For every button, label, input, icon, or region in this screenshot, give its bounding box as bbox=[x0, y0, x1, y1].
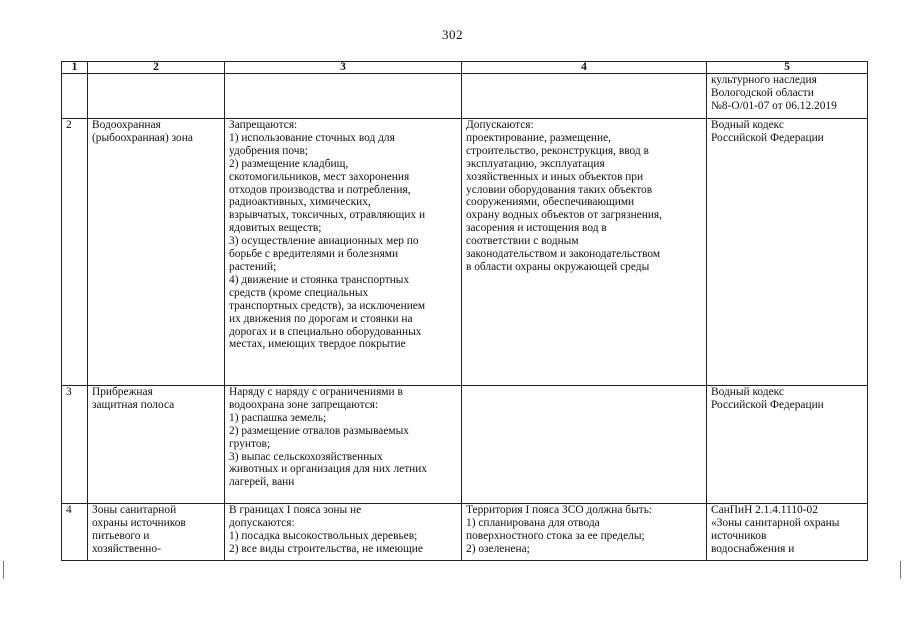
text-line: Территория I пояса ЗСО должна быть: bbox=[466, 504, 653, 516]
text-line: сооружениями, обеспечивающими bbox=[466, 196, 635, 209]
text-line: охраны источников bbox=[92, 516, 186, 529]
zone-name-cell bbox=[88, 119, 225, 386]
text-line: «Зоны санитарной охраны bbox=[711, 516, 840, 529]
text-line: удобрения почв; bbox=[229, 144, 309, 157]
regulations-table bbox=[61, 61, 868, 561]
col-header-5: 5 bbox=[707, 62, 868, 74]
text-line: законодательством и законодательством bbox=[466, 248, 661, 261]
legal-basis-cell bbox=[707, 119, 868, 386]
text-line: борьбе с вредителями и болезнями bbox=[229, 248, 399, 261]
text-line: соответствии с водным bbox=[466, 235, 579, 248]
text-line: 2) размещение отвалов размываемых bbox=[229, 424, 409, 437]
restrictions-cell bbox=[225, 386, 462, 504]
text-line: транспортных средств), за исключением bbox=[229, 299, 426, 312]
text-line: питьевого и bbox=[92, 529, 150, 542]
text-line: хозяйственных и иных объектов при bbox=[466, 170, 644, 183]
table-row bbox=[62, 386, 868, 504]
text-line: 1) использование сточных вод для bbox=[229, 131, 395, 144]
text-line: поверхностного стока за ее пределы; bbox=[466, 529, 645, 542]
row-number-cell bbox=[62, 74, 88, 119]
row-number-cell: 4 bbox=[62, 504, 88, 561]
restrictions-cell bbox=[225, 74, 462, 119]
text-line: средств (кроме специальных bbox=[229, 286, 369, 299]
text-line: СанПиН 2.1.4.1110-02 bbox=[711, 504, 818, 516]
text-line: Запрещаются: bbox=[229, 119, 298, 131]
col-header-1: 1 bbox=[62, 62, 88, 74]
text-line: 3) выпас сельскохозяйственных bbox=[229, 450, 383, 463]
text-line: Водный кодекс bbox=[711, 386, 784, 398]
table-row bbox=[62, 74, 868, 119]
permitted-cell bbox=[462, 119, 707, 386]
edge-mark-left bbox=[3, 561, 4, 579]
text-line: 4) движение и стоянка транспортных bbox=[229, 273, 410, 286]
text-line: Водоохранная bbox=[92, 119, 161, 131]
text-line: засорения и истощения вод в bbox=[466, 222, 607, 235]
text-line: защитная полоса bbox=[92, 398, 175, 411]
text-line: культурного наследия bbox=[711, 74, 817, 86]
text-line: эксплуатацию, эксплуатация bbox=[466, 157, 605, 170]
zone-name-cell bbox=[88, 74, 225, 119]
text-line: Допускаются: bbox=[466, 119, 534, 131]
text-line: 2) озеленена; bbox=[466, 542, 530, 555]
text-line: строительство, реконструкция, ввод в bbox=[466, 144, 649, 157]
text-line: Водный кодекс bbox=[711, 119, 784, 131]
legal-basis-cell bbox=[707, 74, 868, 119]
text-line: условии оборудования таких объектов bbox=[466, 183, 653, 196]
text-line: животных и организация для них летних bbox=[229, 463, 428, 476]
legal-basis-cell bbox=[707, 386, 868, 504]
permitted-cell bbox=[462, 74, 707, 119]
text-line: в области охраны окружающей среды bbox=[466, 260, 650, 273]
col-header-2: 2 bbox=[88, 62, 225, 74]
page-number: 302 bbox=[442, 27, 463, 42]
text-line: грунтов; bbox=[229, 437, 271, 450]
text-line: №8-О/01-07 от 06.12.2019 bbox=[711, 99, 837, 112]
table-row bbox=[62, 504, 868, 561]
text-line: отходов производства и потребления, bbox=[229, 183, 411, 196]
permitted-cell bbox=[462, 386, 707, 504]
zone-name-cell bbox=[88, 386, 225, 504]
text-line: проектирование, размещение, bbox=[466, 131, 612, 144]
text-line: допускаются: bbox=[229, 516, 295, 529]
restrictions-cell bbox=[225, 119, 462, 386]
text-line: 3) осуществление авиационных мер по bbox=[229, 235, 419, 248]
text-line: 1) посадка высокоствольных деревьев; bbox=[229, 529, 418, 542]
legal-basis-cell bbox=[707, 504, 868, 561]
col-header-3: 3 bbox=[225, 62, 462, 74]
text-line: охрану водных объектов от загрязнения, bbox=[466, 209, 662, 222]
zone-name-cell bbox=[88, 504, 225, 561]
text-line: Российской Федерации bbox=[711, 398, 824, 411]
row-number-cell: 2 bbox=[62, 119, 88, 386]
text-line: растений; bbox=[229, 260, 277, 273]
text-line: водоохрана зоне запрещаются: bbox=[229, 398, 379, 411]
text-line: 2) все виды строительства, не имеющие bbox=[229, 542, 423, 555]
col-header-4: 4 bbox=[462, 62, 707, 74]
text-line: взрывчатых, токсичных, отравляющих и bbox=[229, 209, 426, 222]
text-line: Вологодской области bbox=[711, 86, 814, 99]
text-line: 1) спланирована для отвода bbox=[466, 516, 600, 529]
text-line: Наряду с наряду с ограничениями в bbox=[229, 386, 403, 398]
text-line: местах, имеющих твердое покрытие bbox=[229, 338, 406, 351]
table-header-row bbox=[62, 62, 868, 74]
text-line: дорогах и в специально оборудованных bbox=[229, 325, 422, 338]
text-line: источников bbox=[711, 529, 767, 542]
text-line: 1) распашка земель; bbox=[229, 411, 327, 424]
text-line: Зоны санитарной bbox=[92, 504, 177, 516]
text-line: (рыбоохранная) зона bbox=[92, 131, 193, 144]
text-line: хозяйственно- bbox=[92, 542, 161, 555]
text-line: водоснабжения и bbox=[711, 542, 795, 555]
text-line: 2) размещение кладбищ, bbox=[229, 157, 349, 170]
text-line: лагерей, ванн bbox=[229, 476, 295, 489]
text-line: ядовитых веществ; bbox=[229, 222, 322, 235]
restrictions-cell bbox=[225, 504, 462, 561]
text-line: радиоактивных, химических, bbox=[229, 196, 371, 209]
text-line: В границах I пояса зоны не bbox=[229, 504, 362, 516]
table-row bbox=[62, 119, 868, 386]
row-number-cell: 3 bbox=[62, 386, 88, 504]
permitted-cell bbox=[462, 504, 707, 561]
edge-mark-right bbox=[900, 561, 901, 579]
text-line: Российской Федерации bbox=[711, 131, 824, 144]
text-line: их движения по дорогам и стоянки на bbox=[229, 312, 413, 325]
text-line: Прибрежная bbox=[92, 386, 153, 398]
text-line: скотомогильников, мест захоронения bbox=[229, 170, 410, 183]
